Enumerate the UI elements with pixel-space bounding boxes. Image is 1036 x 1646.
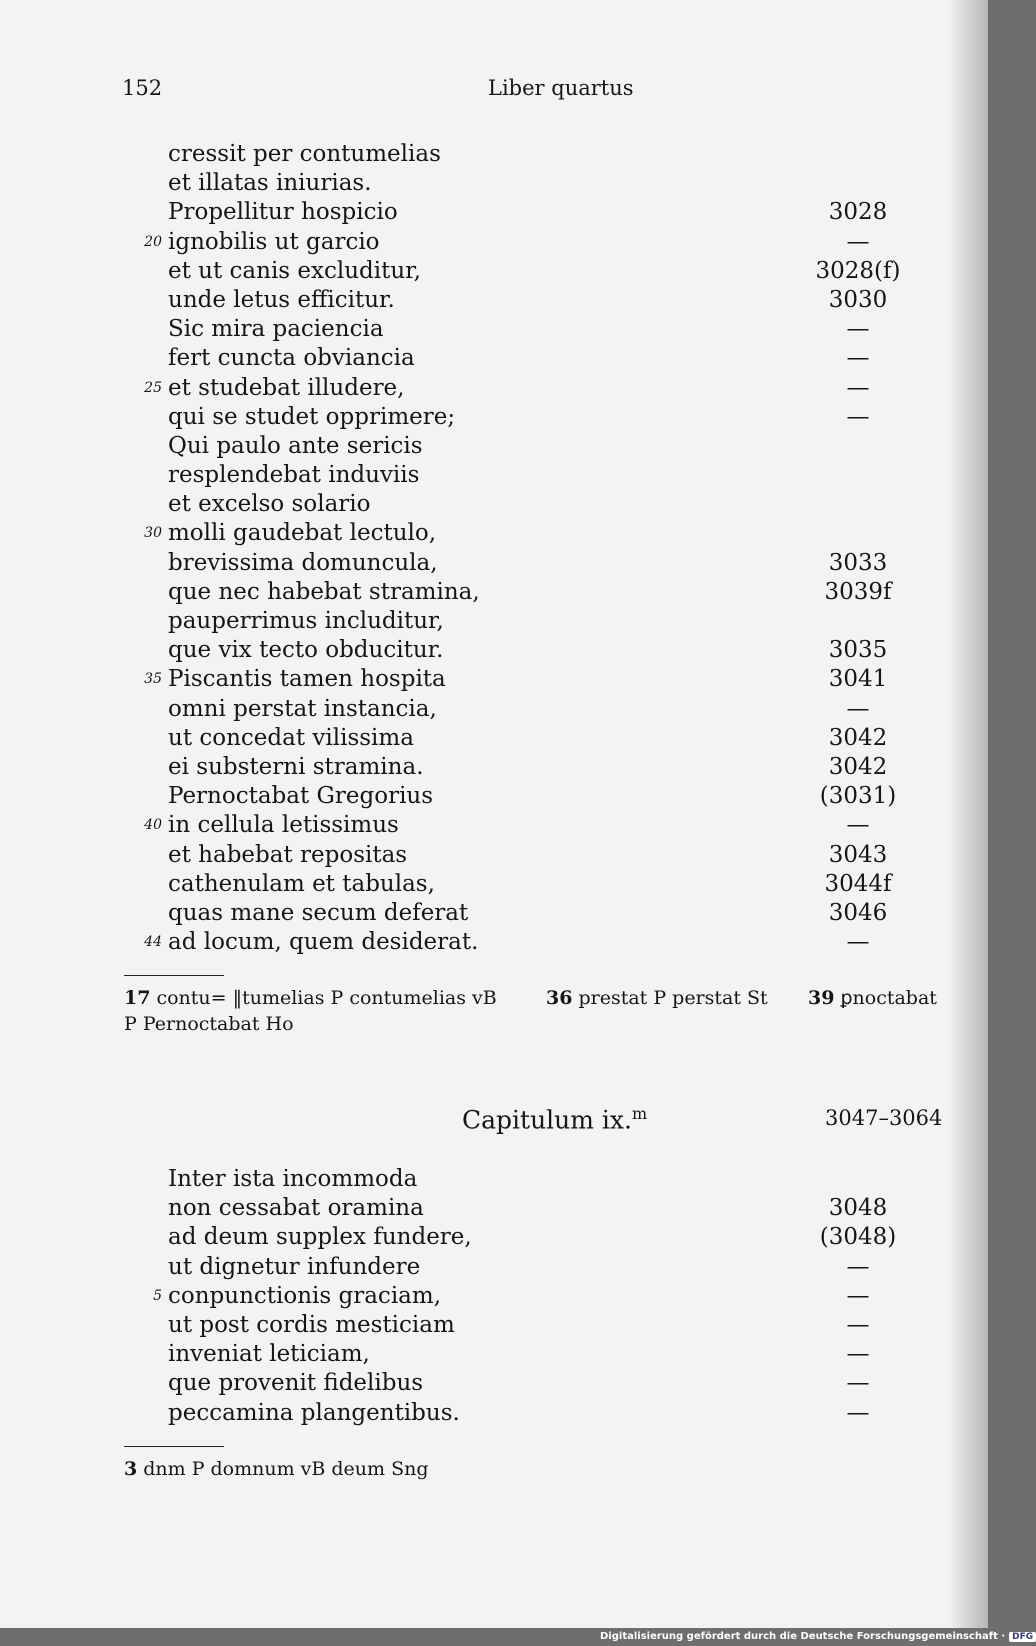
digitization-credit-text: Digitalisierung gefördert durch die Deutsche Forschungsgemeinschaft · bbox=[600, 1631, 1006, 1642]
verse-text: in cellula letissimus bbox=[168, 812, 399, 839]
apparatus-entry-17 bbox=[124, 985, 497, 1011]
verse-reference: — bbox=[846, 1341, 870, 1368]
verse-reference: — bbox=[846, 812, 870, 839]
apparatus-text: ꝑnoctabat bbox=[840, 987, 937, 1009]
verse-line bbox=[108, 228, 918, 257]
verse-line bbox=[108, 1311, 918, 1340]
verse-text: Piscantis tamen hospita bbox=[168, 666, 446, 693]
digitization-credit bbox=[600, 1631, 1036, 1642]
verse-reference: 3048 bbox=[828, 1195, 888, 1222]
verse-reference: 3030 bbox=[828, 286, 888, 313]
verse-text: inveniat leticiam, bbox=[168, 1341, 370, 1368]
verse-reference: (3031) bbox=[819, 783, 897, 810]
verse-line bbox=[108, 899, 918, 928]
verse-block bbox=[108, 1165, 918, 1428]
verse-line bbox=[108, 811, 918, 840]
verse-line bbox=[108, 344, 918, 373]
verse-reference: 3028(f) bbox=[815, 257, 901, 284]
verse-line bbox=[108, 928, 918, 957]
verse-reference: — bbox=[846, 403, 870, 430]
verse-text: et ut canis excluditur, bbox=[168, 257, 421, 284]
verse-reference: 3044f bbox=[824, 870, 892, 897]
verse-line bbox=[108, 1399, 918, 1428]
verse-line-number: 44 bbox=[144, 934, 162, 951]
verse-line bbox=[108, 403, 918, 432]
apparatus-rule bbox=[124, 975, 224, 976]
verse-reference: 3041 bbox=[828, 666, 888, 693]
verse-line bbox=[108, 1165, 918, 1194]
verse-line-number: 20 bbox=[144, 233, 162, 250]
verse-text: molli gaudebat lectulo, bbox=[168, 520, 437, 547]
verse-text: Propellitur hospicio bbox=[168, 199, 398, 226]
verse-line bbox=[108, 1340, 918, 1369]
apparatus-text: P Pernoctabat Ho bbox=[124, 1013, 294, 1035]
verse-reference: — bbox=[846, 1282, 870, 1309]
verse-text: et studebat illudere, bbox=[168, 374, 405, 401]
verse-line-number: 30 bbox=[144, 525, 162, 542]
verse-block bbox=[108, 140, 918, 957]
apparatus-line-number: 17 bbox=[124, 987, 151, 1009]
verse-text: ad locum, quem desiderat. bbox=[168, 929, 479, 956]
verse-line bbox=[108, 607, 918, 636]
verse-line bbox=[108, 782, 918, 811]
verse-text: Pernoctabat Gregorius bbox=[168, 783, 434, 810]
verse-text: pauperrimus includitur, bbox=[168, 608, 444, 634]
verse-line bbox=[108, 841, 918, 870]
verse-text: peccamina plangentibus. bbox=[168, 1399, 460, 1426]
verse-text: quas mane secum deferat bbox=[168, 899, 469, 926]
verse-text: qui se studet opprimere; bbox=[168, 403, 456, 430]
verse-line-number: 5 bbox=[153, 1287, 162, 1304]
verse-reference: 3033 bbox=[828, 549, 888, 576]
verse-text: omni perstat instancia, bbox=[168, 695, 437, 722]
verse-reference: 3042 bbox=[828, 724, 888, 751]
apparatus-line-number: 36 bbox=[546, 987, 573, 1009]
apparatus-entry-39 bbox=[808, 985, 937, 1011]
page-number: 152 bbox=[122, 76, 163, 100]
verse-text: ut dignetur infundere bbox=[168, 1253, 421, 1280]
verse-text: ignobilis ut garcio bbox=[168, 228, 380, 255]
verse-line bbox=[108, 1194, 918, 1223]
chapter-range: 3047–3064 bbox=[825, 1106, 943, 1130]
verse-text: ut post cordis mesticiam bbox=[168, 1311, 455, 1338]
apparatus-text: prestat P perstat St bbox=[578, 987, 768, 1009]
verse-text: Sic mira paciencia bbox=[168, 316, 384, 343]
verse-line bbox=[108, 753, 918, 782]
verse-line bbox=[108, 315, 918, 344]
verse-reference: — bbox=[846, 1253, 870, 1280]
verse-reference: — bbox=[846, 1311, 870, 1338]
chapter-title-sup: m bbox=[631, 1104, 648, 1123]
verse-text: resplendebat induviis bbox=[168, 462, 420, 489]
verse-reference: (3048) bbox=[819, 1224, 897, 1251]
verse-text: conpunctionis graciam, bbox=[168, 1282, 442, 1309]
apparatus-entry-3 bbox=[124, 1456, 429, 1482]
verse-reference: — bbox=[846, 345, 870, 372]
verse-line bbox=[108, 1253, 918, 1282]
verse-reference: 3035 bbox=[828, 637, 888, 664]
verse-reference: 3039f bbox=[824, 578, 892, 605]
verse-line bbox=[108, 870, 918, 899]
apparatus-rule bbox=[124, 1446, 224, 1447]
verse-line bbox=[108, 198, 918, 227]
dfg-logo: DFG bbox=[1009, 1632, 1036, 1642]
verse-line bbox=[108, 374, 918, 403]
verse-text: que provenit fidelibus bbox=[168, 1370, 424, 1397]
verse-line bbox=[108, 140, 918, 169]
apparatus-line-number: 3 bbox=[124, 1458, 138, 1480]
verse-line bbox=[108, 695, 918, 724]
verse-text: ut concedat vilissima bbox=[168, 724, 414, 751]
verse-text: et excelso solario bbox=[168, 491, 371, 518]
verse-line-number: 40 bbox=[144, 817, 162, 834]
verse-line bbox=[108, 286, 918, 315]
verse-line bbox=[108, 665, 918, 694]
verse-reference: 3043 bbox=[828, 841, 888, 868]
verse-text: cathenulam et tabulas, bbox=[168, 870, 435, 897]
apparatus-text: contu= ‖tumelias P contumelias vB bbox=[156, 987, 497, 1009]
verse-line-number: 35 bbox=[144, 671, 162, 688]
verse-text: et illatas iniurias. bbox=[168, 170, 372, 197]
verse-line bbox=[108, 461, 918, 490]
verse-text: Inter ista incommoda bbox=[168, 1166, 418, 1192]
verse-text: non cessabat oramina bbox=[168, 1195, 424, 1222]
verse-line bbox=[108, 169, 918, 198]
verse-text: que vix tecto obducitur. bbox=[168, 637, 444, 664]
verse-text: unde letus efficitur. bbox=[168, 286, 395, 313]
verse-text: ad deum supplex fundere, bbox=[168, 1224, 472, 1251]
verse-line-number: 25 bbox=[144, 379, 162, 396]
verse-line bbox=[108, 636, 918, 665]
verse-reference: — bbox=[846, 228, 870, 255]
verse-text: ei substerni stramina. bbox=[168, 753, 424, 780]
verse-line bbox=[108, 724, 918, 753]
verse-reference: — bbox=[846, 1370, 870, 1397]
apparatus-entry-36 bbox=[546, 985, 768, 1011]
chapter-heading bbox=[462, 1104, 647, 1134]
verse-reference: — bbox=[846, 929, 870, 956]
verse-reference: — bbox=[846, 1399, 870, 1426]
verse-text: brevissima domuncula, bbox=[168, 549, 438, 576]
verse-text: cressit per contumelias bbox=[168, 141, 441, 167]
verse-line bbox=[108, 1369, 918, 1398]
verse-line bbox=[108, 1223, 918, 1252]
verse-line bbox=[108, 519, 918, 548]
verse-line bbox=[108, 490, 918, 519]
chapter-title: Capitulum ix. bbox=[462, 1105, 632, 1135]
apparatus-entry-39-cont bbox=[124, 1011, 294, 1037]
verse-text: fert cuncta obviancia bbox=[168, 345, 415, 372]
apparatus-text: dnm P domnum vB deum Sng bbox=[143, 1458, 429, 1480]
verse-line bbox=[108, 257, 918, 286]
apparatus-line-number: 39 bbox=[808, 987, 835, 1009]
verse-text: que nec habebat stramina, bbox=[168, 578, 480, 605]
verse-text: Qui paulo ante sericis bbox=[168, 432, 423, 459]
verse-line bbox=[108, 578, 918, 607]
verse-reference: — bbox=[846, 695, 870, 722]
verse-text: et habebat repositas bbox=[168, 841, 408, 868]
verse-reference: — bbox=[846, 374, 870, 401]
verse-reference: — bbox=[846, 316, 870, 343]
verse-reference: 3046 bbox=[828, 899, 888, 926]
verse-reference: 3042 bbox=[828, 753, 888, 780]
verse-reference: 3028 bbox=[828, 199, 888, 226]
verse-line bbox=[108, 432, 918, 461]
verse-line bbox=[108, 549, 918, 578]
verse-line bbox=[108, 1282, 918, 1311]
running-title: Liber quartus bbox=[488, 76, 634, 100]
